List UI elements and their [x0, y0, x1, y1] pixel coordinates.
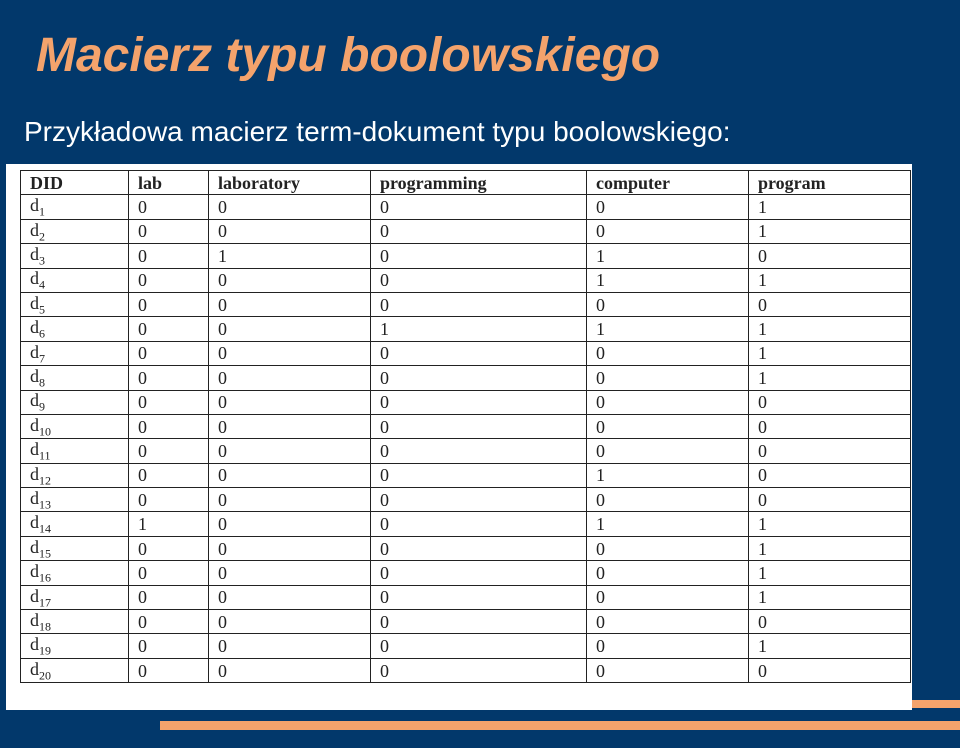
document-id-number: 9 [39, 400, 45, 414]
table-header-row [21, 171, 911, 195]
table-row [21, 488, 911, 512]
table-row [21, 439, 911, 463]
document-id-cell [21, 390, 129, 414]
matrix-cell: 0 [371, 585, 587, 609]
document-id-number: 4 [39, 278, 45, 293]
matrix-cell: 0 [209, 268, 371, 292]
matrix-cell: 0 [209, 610, 371, 634]
document-id-number: 20 [39, 668, 51, 683]
table-row [21, 317, 911, 341]
document-id-cell [21, 610, 129, 634]
document-id-number: 5 [39, 302, 45, 317]
term-document-matrix [20, 170, 911, 683]
matrix-cell: 0 [371, 366, 587, 390]
table-row [21, 195, 911, 219]
table-row [21, 390, 911, 414]
matrix-cell: 0 [749, 463, 911, 487]
matrix-cell: 1 [587, 244, 749, 268]
matrix-cell: 1 [749, 366, 911, 390]
document-id-cell [21, 366, 129, 390]
document-id-prefix: d [30, 195, 39, 216]
matrix-cell: 1 [749, 512, 911, 536]
matrix-cell: 0 [129, 610, 209, 634]
matrix-cell: 0 [209, 439, 371, 463]
matrix-cell: 0 [129, 341, 209, 365]
matrix-cell: 0 [129, 658, 209, 682]
matrix-cell: 0 [209, 585, 371, 609]
matrix-cell: 0 [209, 463, 371, 487]
matrix-cell: 1 [749, 317, 911, 341]
matrix-cell: 0 [371, 268, 587, 292]
matrix-cell: 0 [587, 439, 749, 463]
matrix-cell: 1 [749, 536, 911, 560]
matrix-cell: 0 [129, 268, 209, 292]
matrix-cell: 0 [749, 439, 911, 463]
document-id-cell [21, 219, 129, 243]
matrix-cell: 1 [749, 585, 911, 609]
matrix-cell: 0 [129, 488, 209, 512]
accent-bar-top [912, 700, 960, 708]
table-row [21, 414, 911, 438]
matrix-cell: 0 [371, 488, 587, 512]
matrix-cell: 0 [371, 658, 587, 682]
matrix-cell: 0 [371, 292, 587, 316]
matrix-cell: 0 [371, 439, 587, 463]
matrix-cell: 0 [129, 292, 209, 316]
matrix-cell: 0 [587, 488, 749, 512]
matrix-cell: 1 [749, 219, 911, 243]
document-id-prefix: d [30, 341, 39, 362]
matrix-cell: 0 [209, 561, 371, 585]
document-id-cell [21, 195, 129, 219]
matrix-cell: 0 [587, 341, 749, 365]
document-id-cell [21, 341, 129, 365]
matrix-cell: 0 [209, 512, 371, 536]
document-id-number: 8 [39, 375, 45, 390]
header-programming: programming [371, 171, 587, 195]
document-id-cell [21, 268, 129, 292]
document-id-prefix: d [30, 561, 39, 582]
matrix-cell: 1 [587, 463, 749, 487]
header-lab: lab [129, 171, 209, 195]
document-id-number: 10 [39, 424, 51, 439]
document-id-prefix: d [30, 366, 39, 387]
matrix-cell: 1 [371, 317, 587, 341]
matrix-cell: 0 [587, 634, 749, 658]
matrix-cell: 0 [587, 536, 749, 560]
header-program: program [749, 171, 911, 195]
matrix-cell: 0 [129, 414, 209, 438]
matrix-cell: 0 [129, 195, 209, 219]
matrix-cell: 0 [371, 536, 587, 560]
matrix-cell: 0 [749, 414, 911, 438]
matrix-cell: 0 [129, 366, 209, 390]
matrix-cell: 0 [371, 512, 587, 536]
document-id-number: 19 [39, 643, 51, 658]
table-row [21, 585, 911, 609]
matrix-cell: 0 [371, 463, 587, 487]
matrix-cell: 1 [587, 317, 749, 341]
document-id-prefix: d [30, 439, 39, 460]
matrix-cell: 0 [209, 488, 371, 512]
matrix-cell: 0 [129, 317, 209, 341]
matrix-cell: 0 [749, 488, 911, 512]
matrix-cell: 0 [371, 610, 587, 634]
document-id-number: 14 [39, 521, 51, 536]
table-row [21, 292, 911, 316]
matrix-cell: 0 [209, 658, 371, 682]
matrix-cell: 0 [129, 219, 209, 243]
document-id-cell [21, 488, 129, 512]
matrix-cell: 0 [587, 585, 749, 609]
matrix-cell: 0 [587, 219, 749, 243]
matrix-cell: 0 [587, 366, 749, 390]
document-id-number: 11 [39, 448, 51, 463]
document-id-prefix: d [30, 487, 39, 508]
document-id-number: 18 [39, 619, 51, 634]
matrix-cell: 0 [129, 244, 209, 268]
matrix-cell: 0 [587, 561, 749, 585]
slide-subtitle: Przykładowa macierz term-dokument typu boolowskiego: [24, 116, 731, 147]
matrix-cell: 1 [749, 561, 911, 585]
matrix-cell: 0 [371, 219, 587, 243]
matrix-cell: 0 [129, 463, 209, 487]
matrix-cell: 0 [749, 610, 911, 634]
matrix-cell: 0 [129, 536, 209, 560]
document-id-cell [21, 463, 129, 487]
matrix-cell: 0 [129, 390, 209, 414]
matrix-cell: 0 [129, 439, 209, 463]
document-id-prefix: d [30, 219, 39, 240]
slide-title: Macierz typu boolowskiego [36, 29, 661, 82]
document-id-number: 2 [39, 229, 45, 244]
header-did: DID [21, 171, 129, 195]
table-panel [6, 164, 912, 710]
document-id-prefix: d [30, 658, 39, 679]
matrix-cell: 1 [749, 268, 911, 292]
table-row [21, 536, 911, 560]
matrix-cell: 0 [129, 561, 209, 585]
table-row [21, 341, 911, 365]
table-row [21, 366, 911, 390]
document-id-cell [21, 536, 129, 560]
matrix-cell: 0 [129, 585, 209, 609]
table-row [21, 268, 911, 292]
matrix-cell: 0 [209, 341, 371, 365]
table-row [21, 634, 911, 658]
document-id-number: 12 [39, 473, 51, 488]
matrix-cell: 0 [587, 292, 749, 316]
matrix-cell: 0 [749, 390, 911, 414]
document-id-cell [21, 292, 129, 316]
matrix-cell: 0 [129, 634, 209, 658]
matrix-cell: 1 [749, 195, 911, 219]
document-id-number: 3 [39, 253, 45, 268]
matrix-cell: 0 [371, 341, 587, 365]
document-id-number: 13 [39, 497, 51, 512]
document-id-prefix: d [30, 317, 39, 338]
matrix-cell: 0 [209, 317, 371, 341]
matrix-cell: 1 [587, 268, 749, 292]
table-row [21, 561, 911, 585]
accent-bar-bottom [160, 721, 960, 730]
document-id-number: 15 [39, 546, 51, 561]
matrix-cell: 0 [209, 634, 371, 658]
matrix-cell: 1 [209, 244, 371, 268]
matrix-cell: 1 [129, 512, 209, 536]
matrix-cell: 0 [209, 366, 371, 390]
document-id-number: 7 [39, 351, 45, 366]
matrix-cell: 0 [749, 244, 911, 268]
header-computer: computer [587, 171, 749, 195]
matrix-cell: 0 [587, 390, 749, 414]
matrix-cell: 0 [371, 414, 587, 438]
document-id-number: 17 [39, 595, 51, 610]
document-id-number: 16 [39, 570, 51, 585]
document-id-number: 6 [39, 326, 45, 341]
document-id-prefix: d [30, 585, 39, 606]
document-id-cell [21, 658, 129, 682]
document-id-cell [21, 634, 129, 658]
header-laboratory: laboratory [209, 171, 371, 195]
matrix-cell: 0 [371, 195, 587, 219]
document-id-prefix: d [30, 244, 39, 265]
matrix-cell: 0 [209, 195, 371, 219]
matrix-cell: 0 [371, 390, 587, 414]
matrix-cell: 1 [749, 634, 911, 658]
document-id-prefix: d [30, 414, 39, 435]
matrix-cell: 0 [587, 658, 749, 682]
document-id-prefix: d [30, 268, 39, 289]
document-id-cell [21, 585, 129, 609]
document-id-prefix: d [30, 634, 39, 655]
matrix-cell: 0 [587, 195, 749, 219]
table-row [21, 463, 911, 487]
table-row [21, 219, 911, 243]
matrix-cell: 0 [371, 244, 587, 268]
document-id-cell [21, 512, 129, 536]
table-row [21, 658, 911, 682]
table-row [21, 244, 911, 268]
document-id-prefix: d [30, 609, 39, 630]
document-id-prefix: d [30, 536, 39, 557]
matrix-cell: 0 [209, 292, 371, 316]
matrix-cell: 0 [749, 658, 911, 682]
document-id-prefix: d [30, 463, 39, 484]
matrix-cell: 0 [209, 219, 371, 243]
document-id-prefix: d [30, 292, 39, 313]
document-id-cell [21, 561, 129, 585]
matrix-cell: 0 [587, 610, 749, 634]
table-row [21, 610, 911, 634]
matrix-body [21, 195, 911, 683]
matrix-cell: 0 [371, 634, 587, 658]
document-id-cell [21, 414, 129, 438]
matrix-cell: 0 [209, 390, 371, 414]
matrix-cell: 1 [749, 341, 911, 365]
document-id-number: 1 [39, 204, 45, 219]
document-id-prefix: d [30, 390, 39, 411]
matrix-cell: 0 [749, 292, 911, 316]
matrix-cell: 0 [209, 414, 371, 438]
matrix-cell: 0 [587, 414, 749, 438]
document-id-cell [21, 244, 129, 268]
matrix-cell: 0 [209, 536, 371, 560]
document-id-cell [21, 439, 129, 463]
matrix-cell: 1 [587, 512, 749, 536]
document-id-cell [21, 317, 129, 341]
matrix-cell: 0 [371, 561, 587, 585]
document-id-prefix: d [30, 512, 39, 533]
table-row [21, 512, 911, 536]
